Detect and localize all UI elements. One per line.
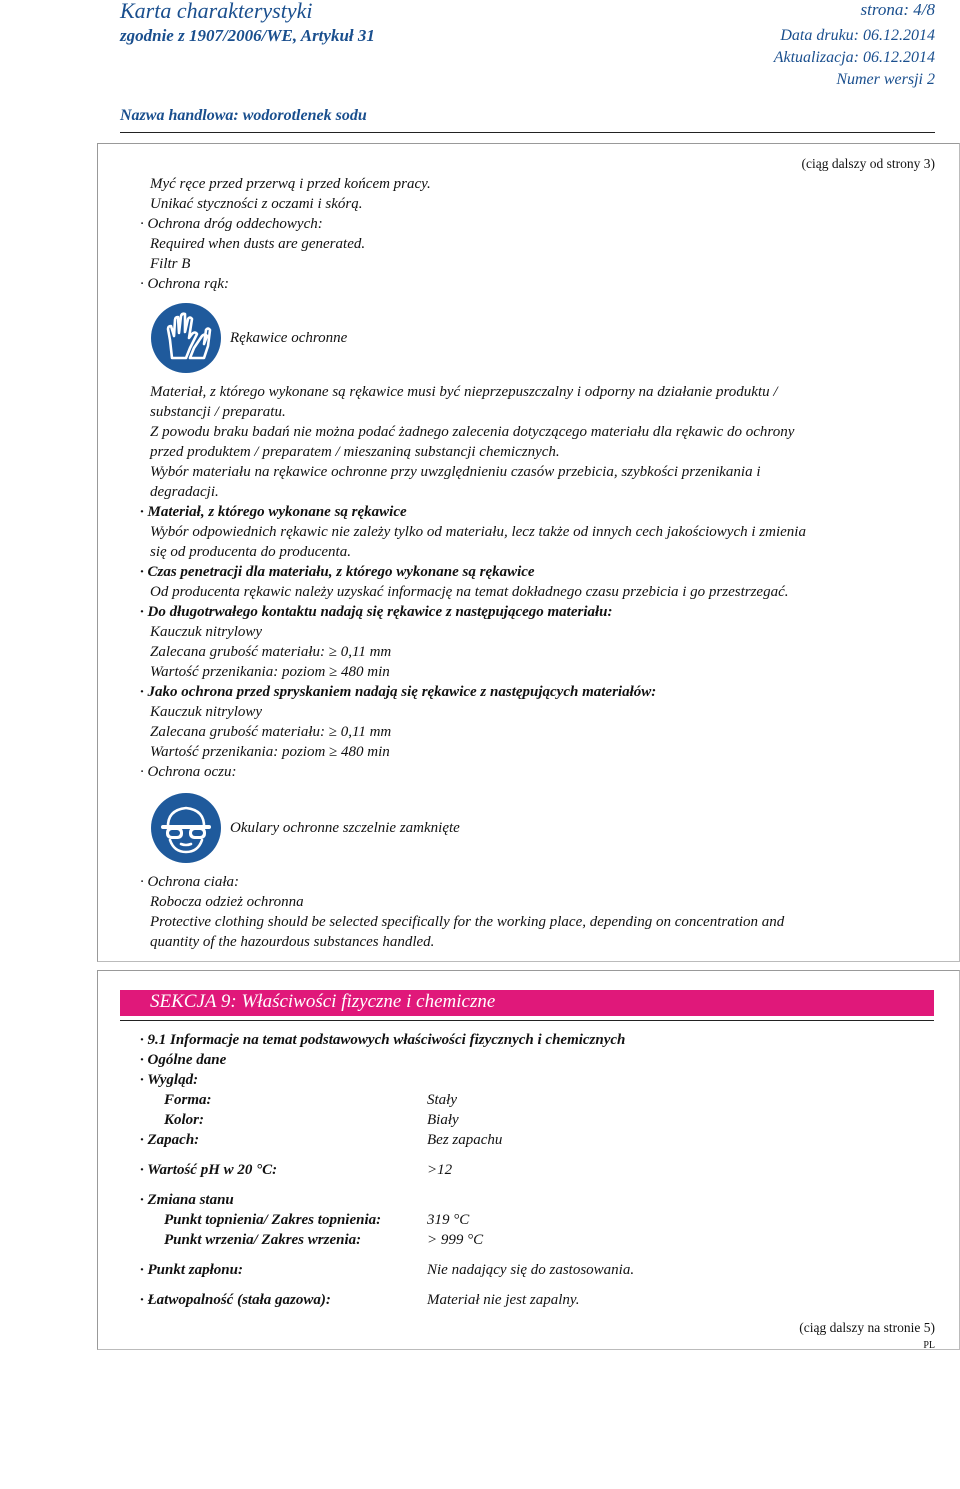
gloves-icon (150, 302, 222, 374)
text-line: degradacji. (150, 484, 219, 500)
form-value: Stały (427, 1092, 457, 1108)
form-label: Forma: (164, 1092, 212, 1108)
flash-label: · Punkt zapłonu: (140, 1262, 243, 1278)
melting-value: 319 °C (427, 1212, 470, 1228)
splash-heading: · Jako ochrona przed spryskaniem nadają się rękawice z następujących materiałów: (140, 684, 657, 700)
text-line: substancji / preparatu. (150, 404, 286, 420)
penetration-heading: · Czas penetracji dla materiału, z którego wykonane są rękawice (140, 564, 535, 580)
text-line: Myć ręce przed przerwą i przed końcem pracy. (150, 176, 431, 192)
long-contact-heading: · Do długotrwałego kontaktu nadają się rękawice z następującego materiału: (140, 604, 613, 620)
odor-value: Bez zapachu (427, 1132, 503, 1148)
text-line: Unikać styczności z oczami i skórą. (150, 196, 363, 212)
section9-title: SEKCJA 9: Właściwości fizyczne i chemiczne (150, 991, 496, 1012)
appearance-heading: · Wygląd: (140, 1072, 199, 1088)
continued-from: (ciąg dalszy od strony 3) (801, 156, 935, 171)
goggles-caption: Okulary ochronne szczelnie zamknięte (230, 820, 460, 836)
text-line: Wybór odpowiednich rękawic nie zależy tylko od materiału, lecz także od innych cech jakościowych i zmienia (150, 524, 806, 540)
state-change-heading: · Zmiana stanu (140, 1192, 234, 1208)
version: Numer wersji 2 (836, 71, 935, 88)
odor-label: · Zapach: (140, 1132, 200, 1148)
boiling-value: > 999 °C (427, 1232, 484, 1248)
text-line: Od producenta rękawic należy uzyskać informację na temat dokładnego czasu przebicia i go przestrzegać. (150, 584, 789, 600)
flammability-value: Materiał nie jest zapalny. (427, 1292, 580, 1308)
text-line: Wartość przenikania: poziom ≥ 480 min (150, 744, 390, 760)
text-line: Z powodu braku badań nie można podać żadnego zalecenia dotyczącego materiału dla rękawic do ochrony (150, 424, 795, 440)
regulation: zgodnie z 1907/2006/WE, Artykuł 31 (120, 26, 375, 45)
goggles-icon (150, 792, 222, 864)
text-line: Zalecana grubość materiału: ≥ 0,11 mm (150, 644, 392, 660)
ph-value: >12 (427, 1162, 453, 1178)
ph-label: · Wartość pH w 20 °C: (140, 1162, 278, 1178)
text-line: Materiał, z którego wykonane są rękawice musi być nieprzepuszczalny i odporny na działanie produktu / (150, 384, 778, 400)
text-line: Kauczuk nitrylowy (150, 704, 263, 720)
section9-title-bar (120, 990, 934, 1016)
header-divider (120, 132, 935, 133)
section9-divider (120, 1020, 934, 1021)
continued-to: (ciąg dalszy na stronie 5) (799, 1320, 935, 1335)
text-line: się od producenta do producenta. (150, 544, 351, 560)
material-heading: · Materiał, z którego wykonane są rękawice (140, 504, 407, 520)
text-line: quantity of the hazourdous substances handled. (150, 934, 435, 950)
color-label: Kolor: (164, 1112, 205, 1128)
flammability-label: · Łatwopalność (stała gazowa): (140, 1292, 331, 1308)
text-line: przed produktem / preparatem / mieszaniną substancji chemicznych. (150, 444, 560, 460)
language-code: PL (923, 1340, 935, 1351)
document-title: Karta charakterystyki (120, 0, 313, 23)
respiratory-heading: · Ochrona dróg oddechowych: (140, 216, 323, 232)
flash-value: Nie nadający się do zastosowania. (427, 1262, 635, 1278)
color-value: Biały (427, 1112, 459, 1128)
trade-name: Nazwa handlowa: wodorotlenek sodu (120, 107, 367, 124)
text-line: Kauczuk nitrylowy (150, 624, 263, 640)
section9-subheading: · 9.1 Informacje na temat podstawowych właściwości fizycznych i chemicznych (140, 1032, 626, 1048)
text-line: Protective clothing should be selected specifically for the working place, depending on concentration and (150, 914, 785, 930)
print-date: Data druku: 06.12.2014 (780, 27, 935, 44)
page-number: strona: 4/8 (860, 0, 935, 19)
body-heading: · Ochrona ciała: (140, 874, 240, 890)
text-line: Wartość przenikania: poziom ≥ 480 min (150, 664, 390, 680)
general-data: · Ogólne dane (140, 1052, 227, 1068)
gloves-caption: Rękawice ochronne (230, 330, 348, 346)
hands-heading: · Ochrona rąk: (140, 276, 230, 292)
text-line: Wybór materiału na rękawice ochronne przy uwzględnieniu czasów przebicia, szybkości przenikania i (150, 464, 761, 480)
eyes-heading: · Ochrona oczu: (140, 764, 237, 780)
text-line: Required when dusts are generated. (150, 236, 366, 252)
text-line: Zalecana grubość materiału: ≥ 0,11 mm (150, 724, 392, 740)
text-line: Robocza odzież ochronna (150, 894, 304, 910)
update-date: Aktualizacja: 06.12.2014 (773, 49, 935, 66)
boiling-label: Punkt wrzenia/ Zakres wrzenia: (164, 1232, 362, 1248)
melting-label: Punkt topnienia/ Zakres topnienia: (164, 1212, 382, 1228)
text-line: Filtr B (150, 256, 191, 272)
